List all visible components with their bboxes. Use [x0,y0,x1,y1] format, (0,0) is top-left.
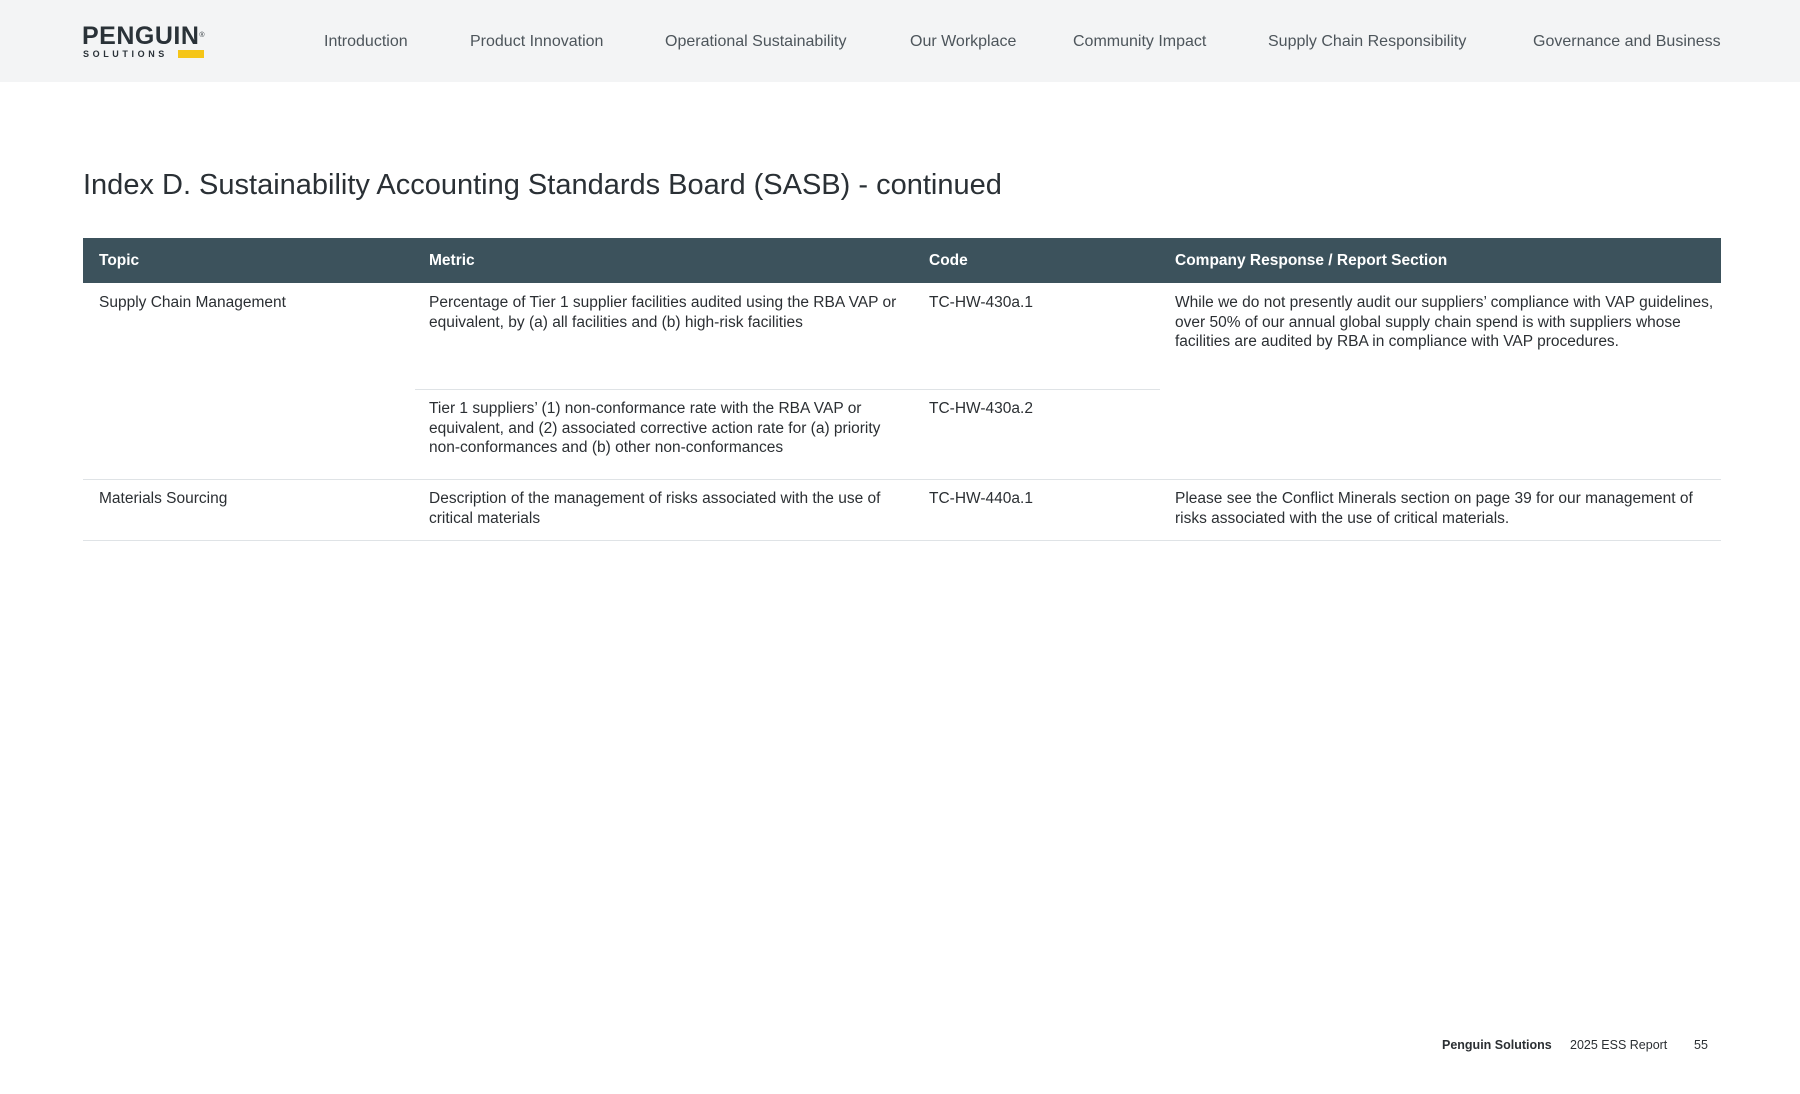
top-nav-bar [0,0,1800,82]
row-divider [83,479,1721,480]
header-metric: Metric [429,252,475,269]
cell-code: TC-HW-440a.1 [929,490,1033,507]
row-divider [83,540,1721,541]
logo-registered-mark: ® [199,32,206,39]
penguin-solutions-logo[interactable] [82,22,212,62]
cell-company-response: While we do not presently audit our suppliers’ compliance with VAP guidelines, over 50% of our annual global supply chain spend is with suppliers whose facilities are audited by RBA in compliance with VAP procedures. [1175,294,1714,350]
nav-introduction[interactable]: Introduction [324,33,408,50]
table-header-row [83,238,1721,283]
header-topic: Topic [99,252,140,269]
sasb-index-table [83,238,1721,527]
cell-topic: Supply Chain Management [99,294,286,311]
cell-metric: Description of the management of risks associated with the use of critical materials [429,490,881,527]
logo-wordmark: PENGUIN [82,22,200,50]
nav-operational-sustainability[interactable]: Operational Sustainability [665,33,847,50]
logo-accent-bar [178,50,204,58]
row-divider [415,389,1160,390]
nav-our-workplace[interactable]: Our Workplace [910,33,1017,50]
cell-metric: Percentage of Tier 1 supplier facilities audited using the RBA VAP or equivalent, by (a) all facilities and (b) high-risk facilities [429,294,897,331]
nav-supply-chain-responsibility[interactable]: Supply Chain Responsibility [1268,33,1467,50]
footer-brand: Penguin Solutions [1442,1038,1552,1052]
nav-governance-and-business[interactable]: Governance and Business [1533,33,1721,50]
header-code: Code [929,252,968,269]
nav-community-impact[interactable]: Community Impact [1073,33,1207,50]
logo-subtitle: SOLUTIONS [83,49,168,59]
cell-metric: Tier 1 suppliers’ (1) non-conformance rate with the RBA VAP or equivalent, and (2) associated corrective action rate for (a) priority non-conformances and (b) other non-conformances [429,400,881,456]
page-title: Index D. Sustainability Accounting Standards Board (SASB) - continued [83,169,1002,201]
footer-report-name: 2025 ESS Report [1570,1038,1668,1052]
cell-topic: Materials Sourcing [99,490,228,507]
nav-product-innovation[interactable]: Product Innovation [470,33,604,50]
cell-code: TC-HW-430a.2 [929,400,1033,417]
page-number: 55 [1694,1038,1708,1052]
cell-code: TC-HW-430a.1 [929,294,1033,311]
cell-company-response: Please see the Conflict Minerals section on page 39 for our management of risks associated with the use of critical materials. [1175,490,1693,527]
header-company-response: Company Response / Report Section [1175,252,1448,269]
